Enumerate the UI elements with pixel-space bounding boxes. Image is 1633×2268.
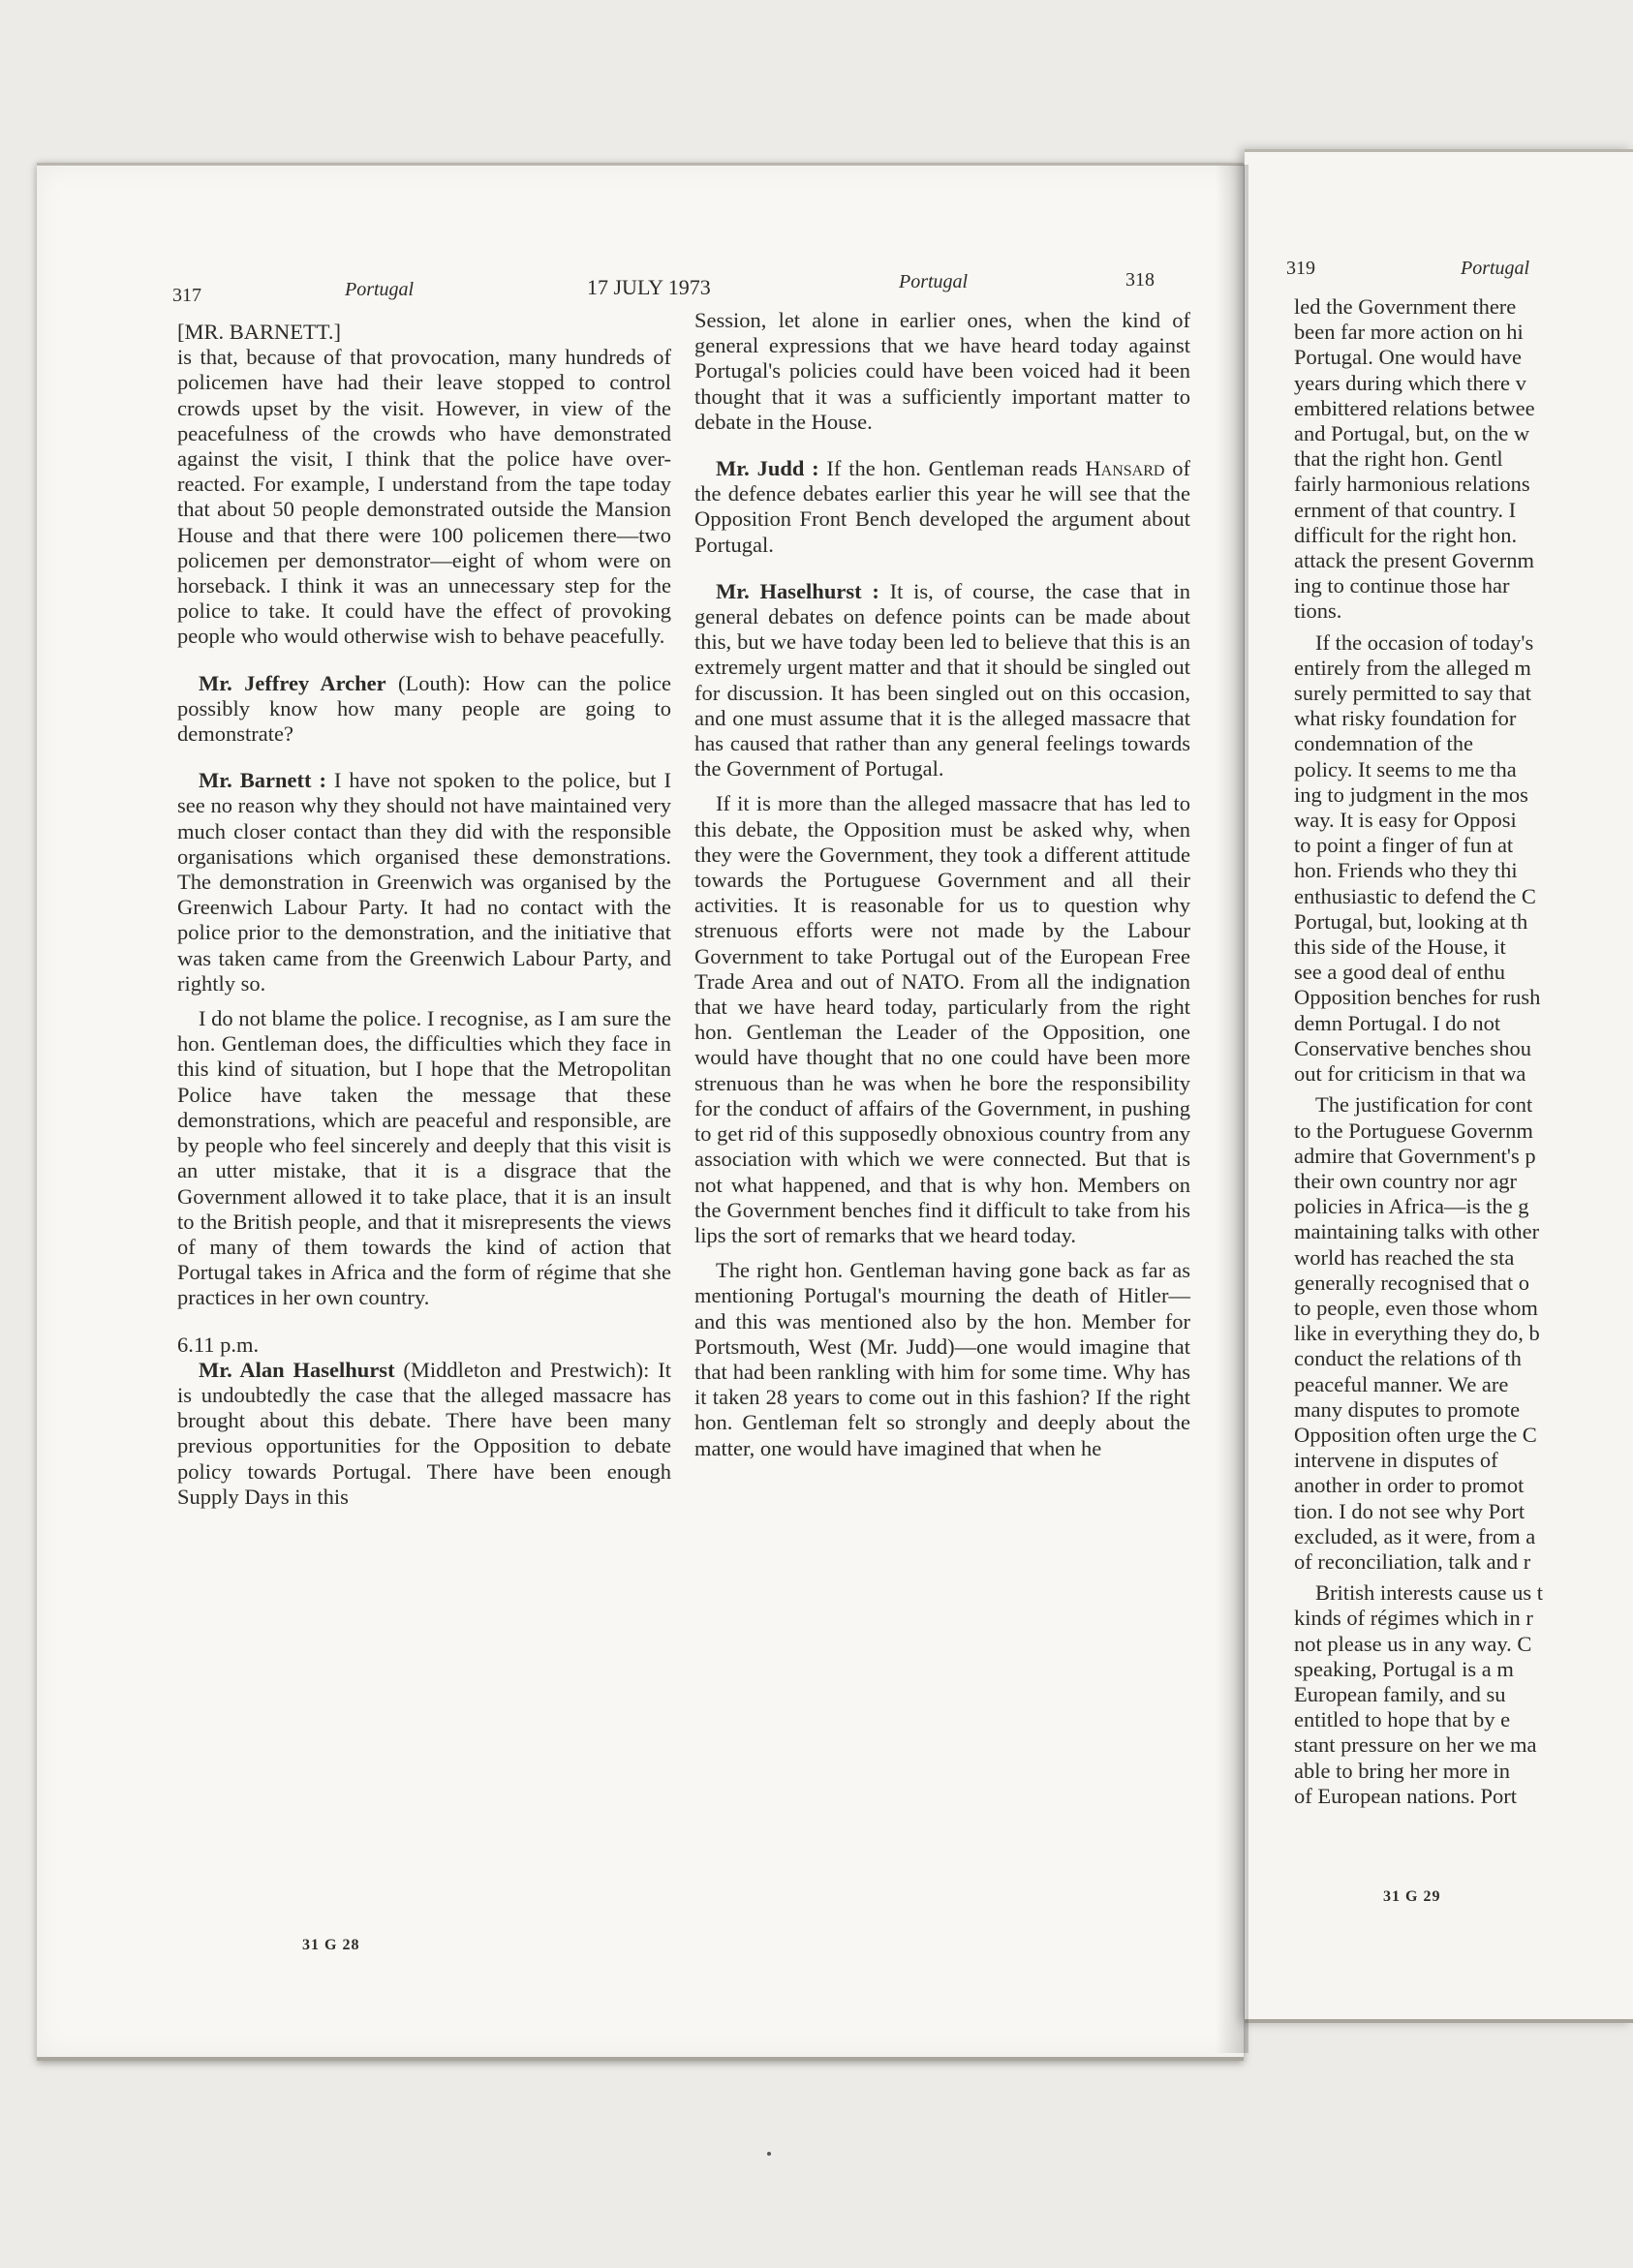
line: kinds of régimes which in r bbox=[1294, 1606, 1533, 1631]
line: of European nations. Port bbox=[1294, 1783, 1517, 1808]
line: that the right hon. Gentl bbox=[1294, 446, 1503, 472]
speaker-name: Mr. Judd : bbox=[716, 456, 819, 481]
line: another in order to promot bbox=[1294, 1473, 1525, 1498]
speech-text: If the hon. Gentleman reads bbox=[818, 456, 1086, 481]
running-head-right: Portugal bbox=[1461, 258, 1530, 279]
line: to point a finger of fun at bbox=[1294, 833, 1514, 858]
line: Conservative benches shou bbox=[1294, 1035, 1531, 1060]
paragraph-group-b bbox=[1294, 630, 1623, 1088]
speech-text: (Louth): How can the police possibly know how many people are going to demonstrate? bbox=[177, 670, 671, 747]
paragraph bbox=[177, 768, 671, 996]
page-number-319: 319 bbox=[1286, 258, 1315, 279]
paragraph-group-d bbox=[1294, 1580, 1623, 1809]
speech-text: (Middleton and Prestwich): It is undoubtedly the case that the alleged massacre has brought about this debate. There have been many previous opportunities for the Opposition to debate policy towards Portugal. There have been enough Supply Days in this bbox=[177, 1357, 672, 1509]
paragraph: is that, because of that provocation, many hundreds of policemen have had their leave stopped to control crowds upset by the visit. However, in view of the peacefulness of the crowds who have demonstrated against the visit, I think that the police have over-reacted. For example, I understand from the tape today that about 50 people demonstrated outside the Mansion House and that there were 100 policemen there—two policemen per demonstrator—eight of whom were on horseback. I think it was an unnecessary step for the police to take. It could have the effect of provoking people who would otherwise wish to behave peacefully. bbox=[177, 345, 671, 649]
speaker-name: Mr. Haselhurst : bbox=[716, 578, 879, 603]
column-3 bbox=[1294, 294, 1623, 1809]
line: intervene in disputes of bbox=[1294, 1448, 1498, 1473]
line: able to bring her more in bbox=[1294, 1758, 1511, 1783]
speech-text: It is, of course, the case that in general debates on defence points can be made about this, but we have today been led to believe that this is an extremely urgent matter and that it should be singled out for discussion. It has been singled out on this occasion, and one must assume that it is the alleged massacre that has caused that rather than any general feelings towards the Government of Portugal. bbox=[694, 578, 1190, 782]
line: their own country nor agr bbox=[1294, 1168, 1517, 1193]
line: excluded, as it were, from a bbox=[1294, 1523, 1536, 1548]
line: what risky foundation for bbox=[1294, 706, 1517, 731]
line: of reconciliation, talk and r bbox=[1294, 1548, 1531, 1574]
line: difficult for the right hon. bbox=[1294, 522, 1518, 547]
hansard-text: Hansard bbox=[1085, 456, 1165, 481]
line: entirely from the alleged m bbox=[1294, 655, 1531, 680]
line: to people, even those whom bbox=[1294, 1295, 1538, 1320]
speaker-reference bbox=[177, 320, 671, 345]
line: tions. bbox=[1294, 598, 1342, 624]
speech-text: of the defence debates earlier this year he will see that the Opposition Front Bench developed the argument about Portugal. bbox=[694, 456, 1190, 557]
paragraph: The right hon. Gentleman having gone back as far as mentioning Portugal's mourning the death of Hitler—and this was mentioned also by the hon. Member for Portsmouth, West (Mr. Judd)—one would imagine that that had been rankling with him for some time. Why has it taken 28 years to come out in this fashion? If the right hon. Gentleman felt so strongly and deeply about the matter, one would have imagined that when he bbox=[694, 1258, 1190, 1460]
line: see a good deal of enthu bbox=[1294, 960, 1506, 985]
header-date: 17 JULY 1973 bbox=[587, 275, 711, 299]
line: way. It is easy for Opposi bbox=[1294, 808, 1517, 833]
speaker-name: Mr. Jeffrey Archer bbox=[199, 670, 386, 695]
line: not please us in any way. C bbox=[1294, 1631, 1532, 1656]
line: world has reached the sta bbox=[1294, 1244, 1515, 1270]
running-head-left: Portugal bbox=[345, 279, 415, 300]
line: enthusiastic to defend the C bbox=[1294, 883, 1536, 908]
paragraph: Session, let alone in earlier ones, when the kind of general expressions that we have heard today against Portugal's policies could have been voiced had it been thought that it was a sufficiently important matter to debate in the House. bbox=[694, 308, 1190, 434]
line: demn Portugal. I do not bbox=[1294, 1010, 1501, 1035]
paragraph bbox=[177, 1358, 671, 1510]
line: embittered relations betwee bbox=[1294, 395, 1535, 420]
line: fairly harmonious relations bbox=[1294, 472, 1530, 497]
line: many disputes to promote bbox=[1294, 1396, 1521, 1422]
line: led the Government there bbox=[1294, 294, 1517, 319]
paragraph: If it is more than the alleged massacre that has led to this debate, the Opposition must be asked why, when they were the Government, they took a different attitude towards the Portuguese Government and all their activities. It is reasonable for us to question why strenuous efforts were not made by the Labour Government to take Portugal out of the European Free Trade Area and out of NATO. From all the indignation that we have heard today, particularly from the right hon. Gentleman the Leader of the Opposition, one would have thought that no one could have been more strenuous than he was when he bore the responsibility for the conduct of affairs of the Government, in pushing to get rid of this supposedly obnoxious country from any association with which we were connected. But that is not what happened, and that is why hon. Members on the Government benches find it difficult to take from his lips the sort of remarks that we heard today. bbox=[694, 791, 1190, 1247]
speaker-name: Mr. Barnett : bbox=[199, 768, 326, 793]
time-stamp: 6.11 p.m. bbox=[177, 1332, 260, 1357]
line: and Portugal, but, on the w bbox=[1294, 421, 1530, 446]
line: out for criticism in that wa bbox=[1294, 1061, 1526, 1087]
page-number-318: 318 bbox=[1125, 269, 1155, 291]
line: Opposition benches for rush bbox=[1294, 985, 1541, 1010]
signature-mark-right: 31 G 29 bbox=[1383, 1888, 1441, 1905]
paragraph bbox=[177, 671, 671, 748]
paragraph bbox=[694, 579, 1190, 782]
line: Portugal, but, looking at th bbox=[1294, 908, 1528, 934]
line: admire that Government's p bbox=[1294, 1143, 1536, 1168]
line: Opposition often urge the C bbox=[1294, 1422, 1537, 1447]
speaker-name: Mr. Alan Haselhurst bbox=[199, 1357, 395, 1382]
line: peaceful manner. We are bbox=[1294, 1371, 1509, 1396]
paper-speck bbox=[767, 2152, 771, 2156]
line: stant pressure on her we ma bbox=[1294, 1732, 1537, 1758]
line: surely permitted to say that bbox=[1294, 681, 1531, 706]
paragraph-group-a bbox=[1294, 294, 1623, 625]
line: been far more action on hi bbox=[1294, 320, 1524, 345]
line: European family, and su bbox=[1294, 1681, 1506, 1706]
paragraph: I do not blame the police. I recognise, as I am sure the hon. Gentleman does, the difficulties which they face in this kind of situation, but I hope that the Metropolitan Police have taken the message that these demonstrations, which are peaceful and responsible, are by people who feel sincerely and deeply that this visit is an utter mistake, that it is a disgrace that the Government allowed it to take place, that it is an insult to the British people, and that it misrepresents the views of many of them towards the kind of action that Portugal takes in Africa and the form of régime that she practices in her own country. bbox=[177, 1006, 671, 1310]
line: to the Portuguese Governm bbox=[1294, 1118, 1533, 1143]
line: like in everything they do, b bbox=[1294, 1321, 1540, 1346]
paragraph-group-c bbox=[1294, 1092, 1623, 1575]
column-2 bbox=[694, 308, 1190, 1461]
line: speaking, Portugal is a m bbox=[1294, 1656, 1514, 1681]
line: condemnation of the bbox=[1294, 731, 1473, 756]
line: ing to judgment in the mos bbox=[1294, 782, 1528, 807]
line: ing to continue those har bbox=[1294, 573, 1510, 598]
speaker-ref-text: [MR. BARNETT.] bbox=[177, 320, 341, 344]
line: years during which there v bbox=[1294, 370, 1526, 395]
line: entitled to hope that by e bbox=[1294, 1707, 1511, 1732]
speech-text: I have not spoken to the police, but I see no reason why they should not have maintained very much closer contact than they did with the responsible organisations which organised these demonstrations. The demonstration in Greenwich was organised by the Greenwich Labour Party. It had no contact with the police prior to the demonstration, and the initiative that was taken came from the Greenwich Labour Party, and rightly so. bbox=[177, 768, 671, 996]
line: this side of the House, it bbox=[1294, 935, 1506, 960]
line: attack the present Governm bbox=[1294, 548, 1535, 573]
line: policies in Africa—is the g bbox=[1294, 1194, 1529, 1219]
running-head-middle: Portugal bbox=[899, 271, 969, 292]
line: conduct the relations of th bbox=[1294, 1346, 1522, 1371]
line: maintaining talks with other bbox=[1294, 1219, 1540, 1244]
column-1 bbox=[177, 320, 671, 1510]
line: policy. It seems to me tha bbox=[1294, 756, 1517, 782]
signature-mark-left: 31 G 28 bbox=[302, 1937, 360, 1953]
line: If the occasion of today's bbox=[1315, 629, 1534, 655]
page-number-317: 317 bbox=[172, 285, 201, 306]
line: generally recognised that o bbox=[1294, 1270, 1530, 1295]
line: hon. Friends who they thi bbox=[1294, 858, 1518, 883]
line: The justification for cont bbox=[1315, 1092, 1533, 1118]
line: British interests cause us t bbox=[1315, 1580, 1543, 1606]
line: ernment of that country. I bbox=[1294, 497, 1517, 522]
page-gutter-shadow bbox=[1216, 165, 1248, 2053]
line: tion. I do not see why Port bbox=[1294, 1498, 1525, 1523]
paragraph bbox=[694, 456, 1190, 558]
line: Portugal. One would have bbox=[1294, 345, 1522, 370]
